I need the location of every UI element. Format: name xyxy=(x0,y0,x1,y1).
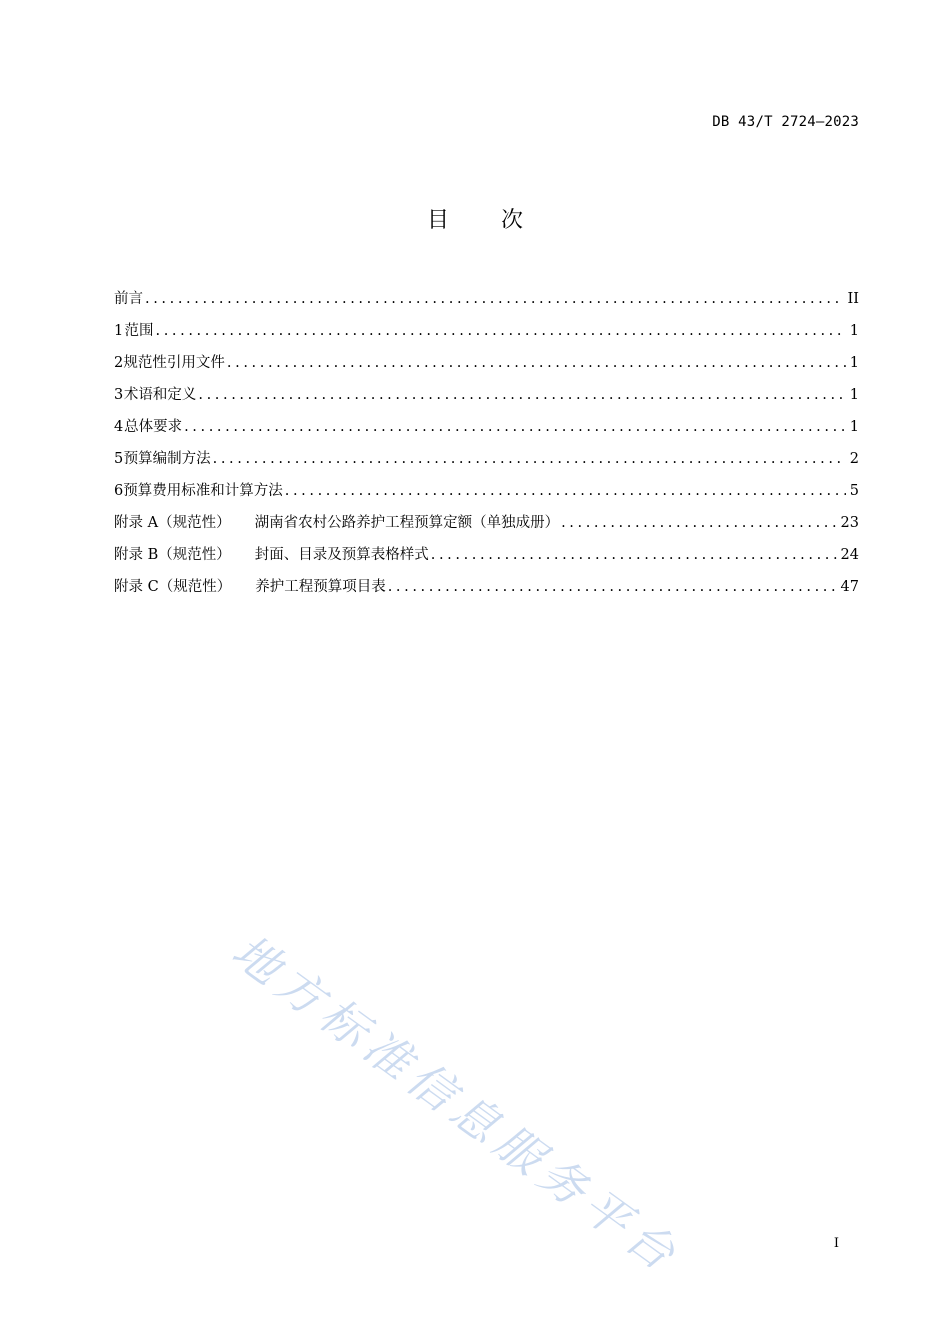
toc-list xyxy=(114,287,859,607)
toc-entry-label: 封面、目录及预算表格样式 xyxy=(254,547,429,563)
toc-entry-page: 1 xyxy=(849,323,859,339)
dot-leader xyxy=(227,355,846,371)
toc-entry-label: 养护工程预算项目表 xyxy=(255,579,386,595)
toc-entry-label: 范围 xyxy=(124,323,154,339)
toc-entry-budget-method[interactable] xyxy=(114,447,859,479)
toc-entry-number: 4 xyxy=(114,419,124,435)
toc-entry-page: 47 xyxy=(840,579,859,595)
toc-entry-page: 24 xyxy=(840,547,859,563)
toc-entry-page: 2 xyxy=(849,451,859,467)
toc-entry-scope[interactable] xyxy=(114,319,859,351)
page-number: I xyxy=(833,1236,839,1251)
toc-entry-appendix-label: 附录 A（规范性） xyxy=(114,515,231,531)
toc-entry-label: 前言 xyxy=(114,291,143,307)
toc-entry-page: 1 xyxy=(849,419,859,435)
toc-entry-terms-definitions[interactable] xyxy=(114,383,859,415)
toc-entry-cost-standards[interactable] xyxy=(114,479,859,511)
dot-leader xyxy=(184,419,846,435)
toc-entry-label: 预算编制方法 xyxy=(123,451,211,467)
toc-entry-appendix-b[interactable] xyxy=(114,543,859,575)
toc-entry-label: 总体要求 xyxy=(124,419,183,435)
dot-leader xyxy=(285,483,846,499)
toc-entry-label: 术语和定义 xyxy=(123,387,197,403)
toc-entry-appendix-a[interactable] xyxy=(114,511,859,543)
toc-entry-number: 2 xyxy=(114,355,124,371)
watermark: 地方标准信息服务平台 xyxy=(222,923,691,1285)
toc-title xyxy=(0,203,950,234)
toc-entry-number: 6 xyxy=(114,483,124,499)
toc-entry-page: II xyxy=(847,291,859,307)
dot-leader xyxy=(388,579,837,595)
toc-entry-page: 1 xyxy=(849,387,859,403)
dot-leader xyxy=(213,451,846,467)
toc-entry-foreword[interactable] xyxy=(114,287,859,319)
toc-entry-label: 湖南省农村公路养护工程预算定额（单独成册） xyxy=(254,515,560,531)
toc-entry-number: 5 xyxy=(114,451,124,467)
toc-title-part1: 目 xyxy=(426,208,449,233)
toc-entry-label: 规范性引用文件 xyxy=(123,355,225,371)
toc-entry-normative-references[interactable] xyxy=(114,351,859,383)
toc-entry-page: 5 xyxy=(849,483,859,499)
toc-entry-page: 23 xyxy=(840,515,859,531)
toc-entry-appendix-label: 附录 B（规范性） xyxy=(114,547,231,563)
dot-leader xyxy=(156,323,846,339)
dot-leader xyxy=(198,387,845,403)
toc-entry-page: 1 xyxy=(849,355,859,371)
toc-entry-number: 3 xyxy=(114,387,124,403)
toc-entry-label: 预算费用标准和计算方法 xyxy=(123,483,283,499)
toc-entry-appendix-c[interactable] xyxy=(114,575,859,607)
toc-title-part2: 次 xyxy=(501,208,524,233)
dot-leader xyxy=(431,547,837,563)
toc-entry-number: 1 xyxy=(114,323,124,339)
toc-entry-general-requirements[interactable] xyxy=(114,415,859,447)
document-code: DB 43/T 2724—2023 xyxy=(712,114,859,130)
dot-leader xyxy=(145,291,844,307)
dot-leader xyxy=(561,515,836,531)
toc-entry-appendix-label: 附录 C（规范性） xyxy=(114,579,232,595)
